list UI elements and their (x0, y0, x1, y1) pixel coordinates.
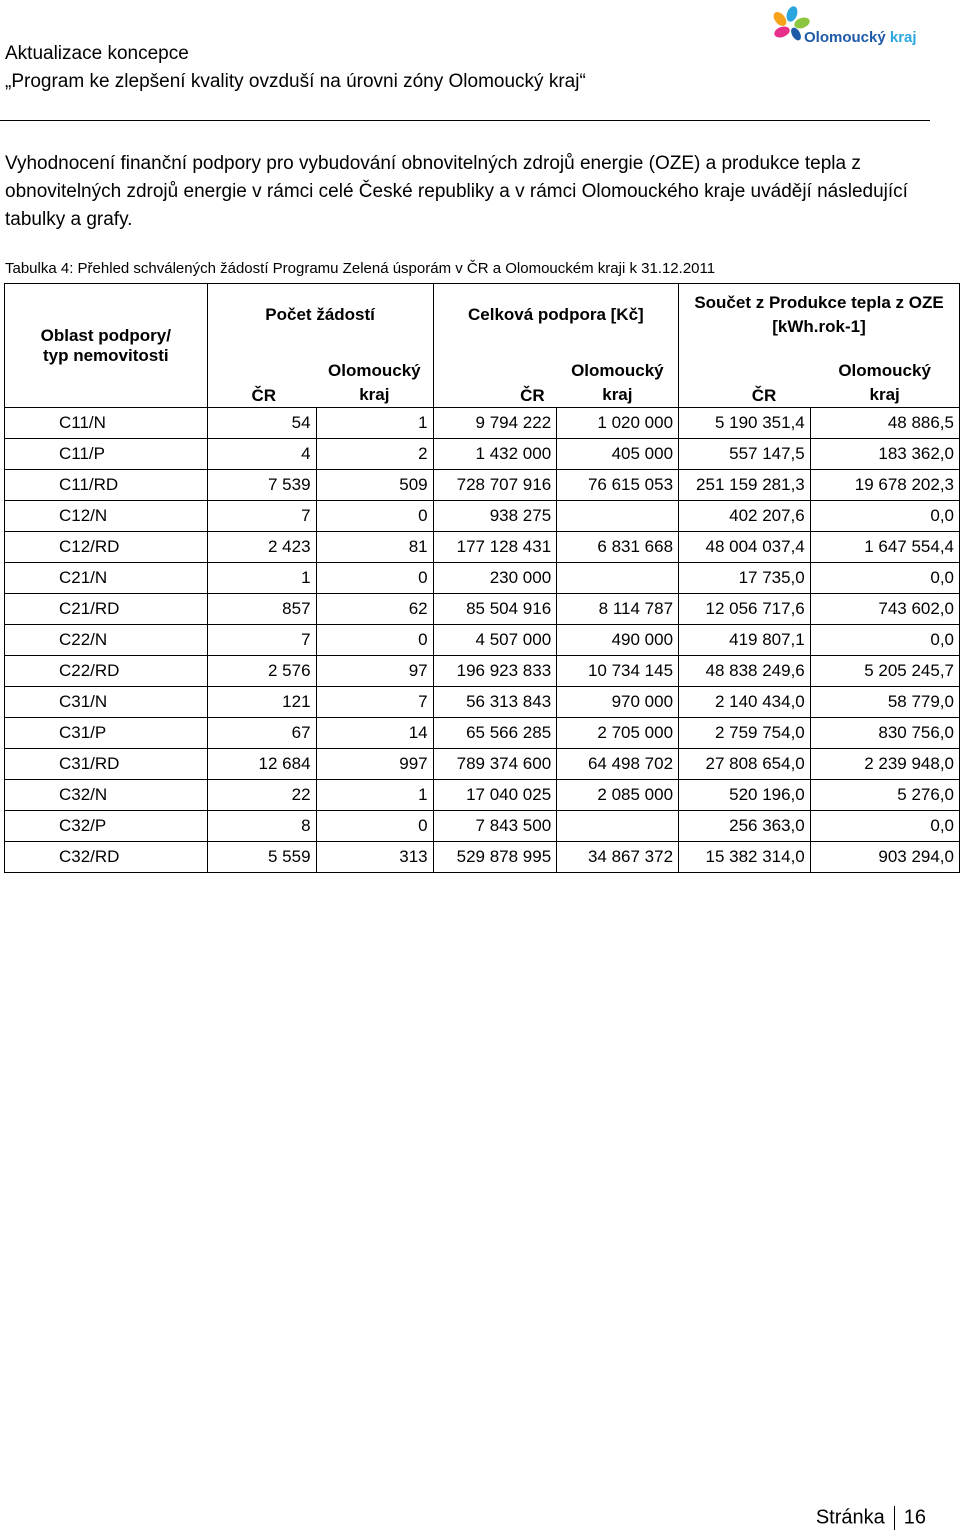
group-production-header: Součet z Produkce tepla z OZE [kWh.rok-1] (679, 284, 960, 346)
table-cell: 2 239 948,0 (810, 749, 959, 780)
table-cell: 419 807,1 (679, 625, 811, 656)
intro-paragraph: Vyhodnocení finanční podpory pro vybudování obnovitelných zdrojů energie (OZE) a produkce tepla z obnovitelných zdrojů energie v rámci celé České republiky a v rámci Olomouckého kraje uvádějí následující tabulky a grafy. (5, 153, 908, 230)
row-category-cell: C11/N (5, 408, 208, 439)
logo-text (804, 29, 917, 46)
logo-kraj: kraj (889, 29, 917, 46)
table-cell: 65 566 285 (433, 718, 557, 749)
table-row (5, 532, 960, 563)
table-cell: 1 647 554,4 (810, 532, 959, 563)
olomoucky-kraj-logo (770, 5, 920, 55)
table-row (5, 718, 960, 749)
table-row (5, 780, 960, 811)
table-cell: 196 923 833 (433, 656, 557, 687)
table-cell: 1 020 000 (557, 408, 679, 439)
table-body (5, 408, 960, 873)
table-cell: 76 615 053 (557, 470, 679, 501)
table-cell: 4 (207, 439, 316, 470)
table-cell (557, 501, 679, 532)
group-count-header: Počet žádostí (207, 284, 433, 346)
table-row (5, 594, 960, 625)
sub-header-kraj: Olomoucký kraj (810, 346, 959, 408)
table-cell: 0,0 (810, 501, 959, 532)
table-row (5, 625, 960, 656)
table-cell: 34 867 372 (557, 842, 679, 873)
table-cell: 15 382 314,0 (679, 842, 811, 873)
header-subtitle: „Program ke zlepšení kvality ovzduší na úrovni zóny Olomoucký kraj“ (5, 71, 586, 92)
page-label: Stránka (815, 1506, 885, 1529)
table-cell: 520 196,0 (679, 780, 811, 811)
table-cell: 529 878 995 (433, 842, 557, 873)
table-cell: 2 576 (207, 656, 316, 687)
table-cell: 19 678 202,3 (810, 470, 959, 501)
row-category-cell: C21/RD (5, 594, 208, 625)
table-cell: 85 504 916 (433, 594, 557, 625)
table-cell: 256 363,0 (679, 811, 811, 842)
table-cell: 2 705 000 (557, 718, 679, 749)
table-cell: 490 000 (557, 625, 679, 656)
table-cell: 54 (207, 408, 316, 439)
table-cell: 48 886,5 (810, 408, 959, 439)
sub-header-cr: ČR (433, 346, 557, 408)
table-cell: 251 159 281,3 (679, 470, 811, 501)
table-cell: 81 (316, 532, 433, 563)
table-cell: 12 056 717,6 (679, 594, 811, 625)
row-category-cell: C22/RD (5, 656, 208, 687)
sub-header-cr: ČR (679, 346, 811, 408)
table-cell (557, 811, 679, 842)
support-table (4, 283, 960, 873)
table-cell: 6 831 668 (557, 532, 679, 563)
table-row (5, 501, 960, 532)
table-cell: 0,0 (810, 625, 959, 656)
header-divider (0, 120, 930, 121)
table-cell: 0 (316, 501, 433, 532)
table-cell (557, 563, 679, 594)
table-cell: 1 432 000 (433, 439, 557, 470)
table-cell: 0,0 (810, 811, 959, 842)
page-number: 16 (903, 1506, 926, 1529)
table-cell: 830 756,0 (810, 718, 959, 749)
table-cell: 997 (316, 749, 433, 780)
table-row (5, 811, 960, 842)
table-cell: 5 190 351,4 (679, 408, 811, 439)
header-title: Aktualizace koncepce (5, 43, 189, 64)
table-cell: 2 423 (207, 532, 316, 563)
table-cell: 22 (207, 780, 316, 811)
table-row (5, 687, 960, 718)
table-cell: 2 759 754,0 (679, 718, 811, 749)
table-cell: 2 (316, 439, 433, 470)
logo-name: Olomoucký (804, 29, 886, 46)
table-cell: 48 004 037,4 (679, 532, 811, 563)
row-category-cell: C32/RD (5, 842, 208, 873)
table-cell: 313 (316, 842, 433, 873)
table-cell: 728 707 916 (433, 470, 557, 501)
table-cell: 27 808 654,0 (679, 749, 811, 780)
table-cell: 789 374 600 (433, 749, 557, 780)
table-cell: 5 276,0 (810, 780, 959, 811)
table-cell: 1 (316, 780, 433, 811)
table-cell: 64 498 702 (557, 749, 679, 780)
table-cell: 58 779,0 (810, 687, 959, 718)
table-cell: 56 313 843 (433, 687, 557, 718)
table-cell: 7 539 (207, 470, 316, 501)
table-cell: 97 (316, 656, 433, 687)
table-cell: 0 (316, 811, 433, 842)
table-cell: 5 559 (207, 842, 316, 873)
table-cell: 8 (207, 811, 316, 842)
table-cell: 10 734 145 (557, 656, 679, 687)
group-support-header: Celková podpora [Kč] (433, 284, 678, 346)
row-category-cell: C12/N (5, 501, 208, 532)
row-category-cell: C11/P (5, 439, 208, 470)
row-category-cell: C21/N (5, 563, 208, 594)
table-cell: 903 294,0 (810, 842, 959, 873)
row-category-cell: C31/RD (5, 749, 208, 780)
table-cell: 9 794 222 (433, 408, 557, 439)
table-cell: 121 (207, 687, 316, 718)
table-cell: 14 (316, 718, 433, 749)
table-cell: 857 (207, 594, 316, 625)
table-cell: 0 (316, 563, 433, 594)
sub-header-cr: ČR (207, 346, 316, 408)
table-cell: 8 114 787 (557, 594, 679, 625)
table-cell: 7 843 500 (433, 811, 557, 842)
row-category-cell: C22/N (5, 625, 208, 656)
table-cell: 970 000 (557, 687, 679, 718)
table-cell: 0 (316, 625, 433, 656)
row-category-cell: C31/P (5, 718, 208, 749)
footer-separator (894, 1506, 895, 1530)
table-cell: 2 085 000 (557, 780, 679, 811)
table-cell: 402 207,6 (679, 501, 811, 532)
table-row (5, 656, 960, 687)
table-cell: 7 (316, 687, 433, 718)
row-category-cell: C12/RD (5, 532, 208, 563)
sub-header-kraj: Olomoucký kraj (316, 346, 433, 408)
table-cell: 230 000 (433, 563, 557, 594)
row-category-cell: C31/N (5, 687, 208, 718)
table-cell: 183 362,0 (810, 439, 959, 470)
row-category-cell: C32/P (5, 811, 208, 842)
table-cell: 48 838 249,6 (679, 656, 811, 687)
row-category-cell: C32/N (5, 780, 208, 811)
table-cell: 7 (207, 501, 316, 532)
table-cell: 557 147,5 (679, 439, 811, 470)
table-cell: 5 205 245,7 (810, 656, 959, 687)
table-cell: 17 735,0 (679, 563, 811, 594)
table-cell: 1 (316, 408, 433, 439)
page-footer (816, 1506, 926, 1530)
table-caption: Tabulka 4: Přehled schválených žádostí Programu Zelená úsporám v ČR a Olomouckém kraji k 31.12.2011 (5, 260, 716, 277)
table-cell: 62 (316, 594, 433, 625)
table-cell: 2 140 434,0 (679, 687, 811, 718)
table-cell: 509 (316, 470, 433, 501)
table-cell: 12 684 (207, 749, 316, 780)
table-row (5, 439, 960, 470)
table-cell: 938 275 (433, 501, 557, 532)
table-cell: 4 507 000 (433, 625, 557, 656)
table-cell: 743 602,0 (810, 594, 959, 625)
row-category-cell: C11/RD (5, 470, 208, 501)
sub-header-kraj: Olomoucký kraj (557, 346, 679, 408)
document-header (5, 40, 765, 96)
table-row (5, 842, 960, 873)
col-area-header: Oblast podpory/ typ nemovitosti (5, 284, 208, 408)
table-row (5, 408, 960, 439)
table-cell: 17 040 025 (433, 780, 557, 811)
table-row (5, 470, 960, 501)
table-row (5, 563, 960, 594)
table-cell: 405 000 (557, 439, 679, 470)
table-row (5, 749, 960, 780)
table-cell: 67 (207, 718, 316, 749)
table-cell: 1 (207, 563, 316, 594)
table-cell: 7 (207, 625, 316, 656)
table-cell: 0,0 (810, 563, 959, 594)
table-cell: 177 128 431 (433, 532, 557, 563)
